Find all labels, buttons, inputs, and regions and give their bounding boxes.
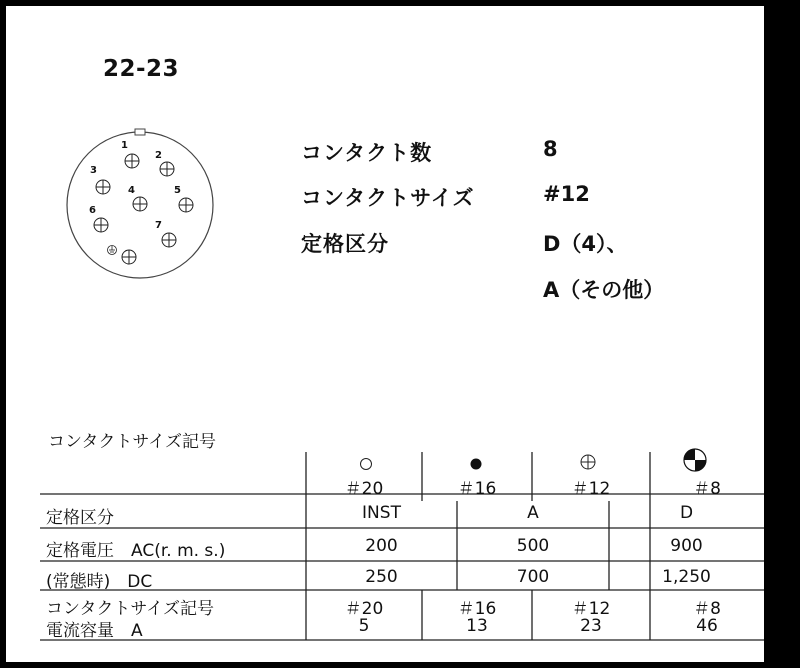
rating-class-value-2: A（その他） [543,278,665,302]
rating-class-row-label: 定格区分 [46,508,114,528]
size-20-header: ＃20 [344,479,384,499]
current-20: 5 [358,616,370,636]
voltage-ac-label: 定格電圧 AC(r. m. s.) [46,541,226,561]
pin-5-label: 5 [174,185,181,196]
current-8: 46 [696,616,718,636]
voltage-ac-d: 900 [670,536,703,556]
contact-size-8: ＃8 [693,599,721,619]
rating-class-a: A [527,503,539,523]
current-row-label: 電流容量 A [46,621,143,641]
pin-6-label: 6 [89,205,96,216]
voltage-dc-a: 700 [516,567,550,587]
open-circle-icon [358,456,374,472]
current-12: 23 [580,616,602,636]
pin-4-label: 4 [128,185,135,196]
contact-size-label: コンタクトサイズ [301,186,475,210]
size-16-header: ＃16 [457,479,497,499]
voltage-ac-inst: 200 [365,536,398,556]
pin-7-label: 7 [155,220,162,231]
quartered-circle-icon [682,447,708,473]
contact-size-12: ＃12 [571,599,611,619]
crossed-circle-icon [579,453,597,471]
rating-table-grid [6,6,764,662]
size-8-header: ＃8 [693,479,721,499]
filled-circle-icon [468,456,484,472]
voltage-ac-a: 500 [516,536,550,556]
pin-3-label: 3 [90,165,97,176]
voltage-dc-d: 1,250 [662,567,711,587]
rating-class-d: D [679,503,694,523]
voltage-dc-inst: 250 [365,567,398,587]
spec-sheet [6,6,764,662]
contact-size-value: #12 [543,182,590,206]
size-12-header: ＃12 [571,479,611,499]
rating-class-inst: INST [362,503,401,523]
contact-size-20: ＃20 [344,599,384,619]
contact-size-row-label: コンタクトサイズ記号 [46,599,214,619]
rating-class-value: D（4）、 [543,232,628,256]
pin-1-label: 1 [121,140,128,151]
voltage-dc-label: (常態時) DC [46,572,153,592]
current-16: 13 [466,616,488,636]
contact-size-16: ＃16 [457,599,497,619]
contact-count-value: 8 [543,137,558,161]
pin-2-label: 2 [155,150,162,161]
rating-class-label: 定格区分 [301,232,389,256]
table-title: コンタクトサイズ記号 [48,432,216,452]
contact-count-label: コンタクト数 [301,141,433,165]
model-number: 22-23 [103,56,180,82]
